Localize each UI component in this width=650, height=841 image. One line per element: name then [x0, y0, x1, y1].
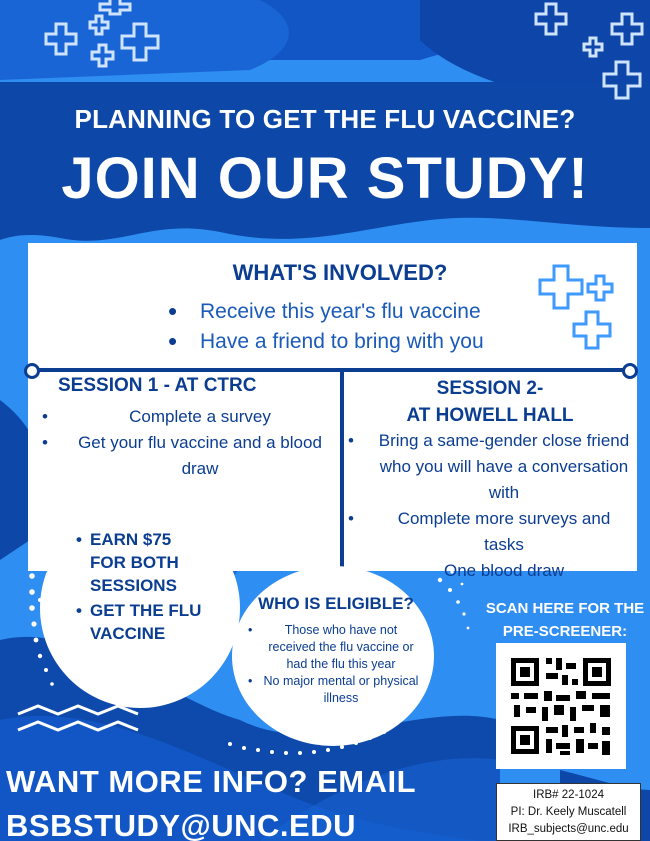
list-item: • Receive this year's flu vaccine — [160, 300, 560, 324]
session2-title — [350, 375, 630, 429]
list-item: • Bring a same-gender close friend who you will have a conversation with — [346, 428, 632, 506]
session2-title-line2: AT HOWELL HALL — [406, 405, 574, 426]
dotted-pattern — [24, 500, 64, 710]
plus-cross-icon — [528, 0, 650, 110]
header-title: JOIN OUR STUDY! — [61, 146, 589, 211]
irb-email[interactable]: IRB_subjects@unc.edu — [508, 823, 629, 835]
list-item: • GET THE FLU VACCINE — [76, 601, 202, 643]
qr-code-icon — [496, 643, 626, 769]
column-divider — [340, 372, 344, 571]
eligible-title: WHO IS ELIGIBLE? — [258, 594, 414, 613]
whats-involved-title: WHAT'S INVOLVED? — [232, 260, 448, 285]
irb-box — [496, 783, 641, 841]
list-item: • Those who have not received the flu vaccine or had the flu this year — [246, 622, 422, 673]
session1-title: SESSION 1 - AT CTRC — [58, 375, 257, 396]
list-item: • One blood draw — [346, 558, 632, 584]
session1-list — [40, 404, 330, 482]
contact-info: WANT MORE INFO? EMAIL BSBSTUDY@UNC.EDU — [6, 760, 466, 841]
plus-cross-icon — [38, 0, 168, 80]
divider — [34, 368, 630, 372]
session2-list — [346, 428, 632, 584]
list-item: • EARN $75 FOR BOTH SESSIONS — [76, 530, 179, 595]
scan-instructions: SCAN HERE FOR THE PRE-SCREENER: — [485, 600, 645, 640]
list-item: • Complete more surveys and tasks — [346, 506, 632, 558]
whats-involved-list — [160, 300, 560, 360]
contact-email[interactable]: BSBSTUDY@UNC.EDU — [6, 808, 356, 841]
list-item: • Have a friend to bring with you — [160, 330, 560, 354]
irb-pi: PI: Dr. Keely Muscatell — [510, 806, 627, 818]
eligible-list — [246, 622, 422, 707]
list-item: • Get your flu vaccine and a blood draw — [40, 430, 330, 482]
session2-title-line1: SESSION 2- — [436, 378, 544, 399]
list-item: • No major mental or physical illness — [246, 673, 422, 707]
divider-endpoint — [24, 363, 40, 379]
qr-code[interactable] — [496, 643, 626, 769]
earn-list — [76, 528, 210, 645]
irb-number: IRB# 22-1024 — [533, 789, 604, 801]
header-subtitle: PLANNING TO GET THE FLU VACCINE? — [74, 104, 576, 134]
list-item: • Complete a survey — [40, 404, 330, 430]
